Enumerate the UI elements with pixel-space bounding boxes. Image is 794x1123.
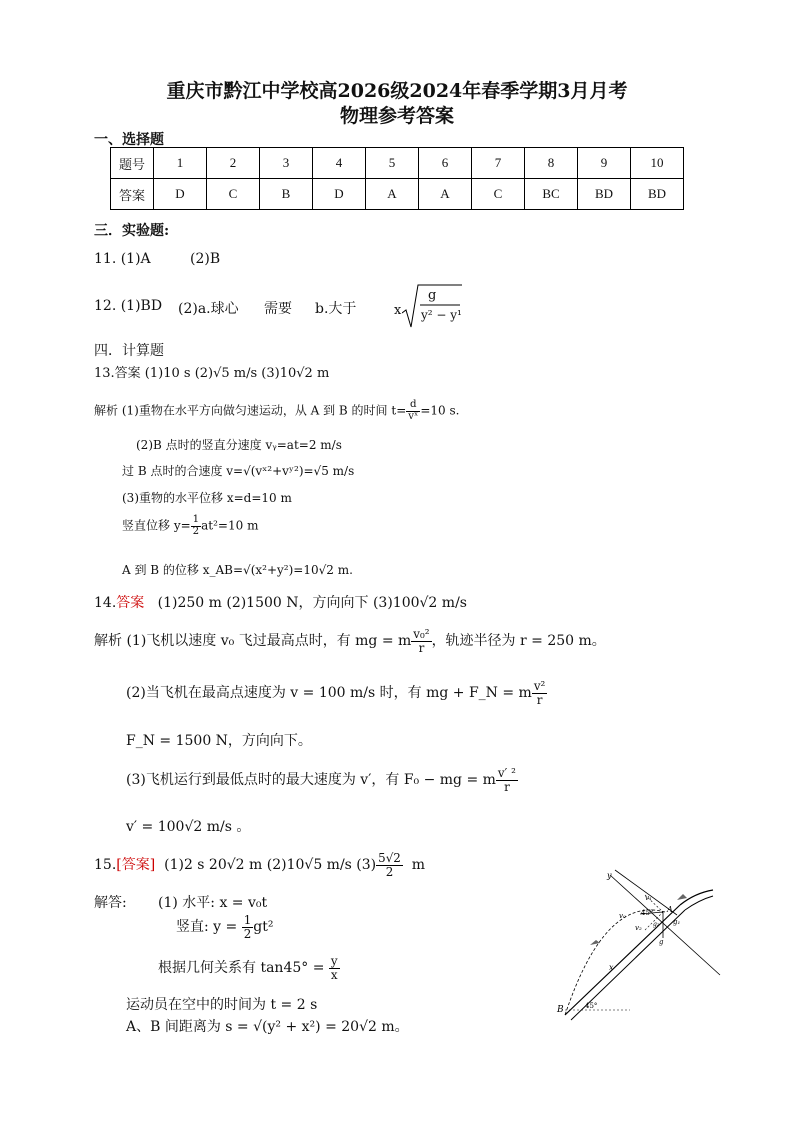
label-x: x (609, 963, 614, 972)
label-y: y (607, 871, 612, 880)
label-g1: g₁ (673, 918, 681, 926)
q13-sol1-text: 解析 (1)重物在水平方向做匀速运动，从 A 到 B 的时间 t= (94, 403, 407, 418)
q15-answer-tag: [答案] (116, 857, 156, 873)
q14-answer-tag: 答案 (116, 595, 145, 611)
q15-solution-5: A、B 间距离为 s = √(y² + x²) = 20√2 m。 (126, 1019, 409, 1035)
q12-part3: 需要 (264, 301, 292, 317)
q13-solution-1 (94, 400, 459, 422)
q11-part1: 11. (1)A (94, 251, 151, 267)
q14-solution-3: F_N = 1500 N，方向向下。 (126, 733, 312, 749)
q14-sol1-suffix: ，轨迹半径为 r = 250 m。 (431, 633, 606, 649)
q14-solution-1 (94, 628, 606, 654)
q14-sol4-text: (3)飞机运行到最低点时的最大速度为 v′，有 F₀ − mg = m (126, 772, 496, 788)
q15-sol3-text: 根据几何关系有 tan45° = (158, 960, 329, 976)
label-g: g (659, 938, 664, 946)
q15-solution-label: 解答: (94, 895, 127, 911)
fraction-numerator: y (330, 954, 338, 968)
q13-sol5-suffix: at²=10 m (201, 518, 259, 533)
label-g2: g₂ (653, 921, 660, 928)
label-angle-top: 45° (641, 909, 654, 917)
ski-jump-diagram (545, 860, 725, 1035)
table-cell: 5 (366, 148, 419, 179)
q13-solution-3: 过 B 点时的合速度 v=√(vˣ²+vʸ²)=√5 m/s (122, 464, 355, 478)
label-v1: v₁ (645, 894, 652, 902)
table-cell: C (207, 179, 260, 210)
table-cell: 2 (207, 148, 260, 179)
q13-sol5-text: 竖直位移 y= (122, 518, 191, 533)
q13-solution-5 (122, 515, 258, 537)
skier-icon (590, 940, 600, 945)
q15-solution-4: 运动员在空中的时间为 t = 2 s (126, 997, 318, 1013)
row-label: 答案 (111, 179, 154, 210)
table-cell: 1 (154, 148, 207, 179)
rotated-axis-line (610, 875, 720, 975)
q12-part2: (2)a.球心 (178, 301, 239, 317)
q13-solution-6: A 到 B 的位移 x_AB=√(x²+y²)=10√2 m. (122, 563, 353, 577)
page-title: 重庆市黔江中学校高2026级2024年春季学期3月月考 (166, 80, 628, 102)
fraction (406, 400, 420, 422)
table-cell: B (260, 179, 313, 210)
fraction-denominator: 2 (192, 525, 200, 537)
row-label: 题号 (111, 148, 154, 179)
fraction-numerator: v₀² (413, 627, 430, 641)
label-v2: v₂ (635, 924, 642, 932)
table-cell: BD (631, 179, 684, 210)
table-cell: 4 (313, 148, 366, 179)
q14-answer-line (94, 592, 467, 612)
q15-solution-2 (176, 914, 274, 940)
q15-sol2-suffix: gt² (253, 919, 274, 935)
q15-answer-line (94, 852, 425, 878)
fraction-numerator: 1 (243, 913, 252, 927)
q13-sol1-suffix: =10 s. (420, 403, 460, 418)
fraction (376, 852, 403, 878)
q14-solution-4 (126, 767, 518, 793)
trajectory (565, 910, 665, 1015)
fraction-numerator: v² (533, 679, 546, 693)
q13-solution-2: (2)B 点时的竖直分速度 vᵧ=at=2 m/s (136, 438, 342, 452)
section4-heading: 四．计算题 (94, 343, 164, 359)
answer-table (110, 147, 684, 210)
fraction-numerator: 5√2 (378, 851, 401, 865)
table-cell: D (313, 179, 366, 210)
fraction-denominator: r (418, 640, 425, 655)
skier-icon (677, 894, 687, 900)
fraction (242, 914, 254, 940)
q15-answer: (1)2 s 20√2 m (2)10√5 m/s (3) (164, 857, 377, 873)
q12-part1: 12. (1)BD (94, 298, 163, 314)
q15-answer-unit: m (411, 857, 426, 873)
fraction-denominator: 2 (385, 864, 394, 879)
fraction-denominator: 2 (243, 926, 252, 941)
q15-label: 15. (94, 857, 117, 873)
table-cell: A (366, 179, 419, 210)
page-subtitle: 物理参考答案 (339, 105, 454, 127)
table-cell: 3 (260, 148, 313, 179)
q14-solution-5: v′ = 100√2 m/s 。 (126, 819, 251, 835)
fraction-denominator: r (536, 692, 543, 707)
q13-solution-4: (3)重物的水平位移 x=d=10 m (122, 491, 292, 505)
fraction-numerator: d (406, 400, 420, 412)
fraction (329, 955, 340, 981)
formula-numerator: g (428, 288, 437, 303)
table-cell: 10 (631, 148, 684, 179)
fraction-denominator: x (330, 967, 338, 982)
section1-heading: 一、选择题 (94, 132, 164, 148)
q13-answer: 13.答案 (1)10 s (2)√5 m/s (3)10√2 m (94, 366, 330, 381)
fraction (532, 680, 547, 706)
q14-sol2-text: (2)当飞机在最高点速度为 v = 100 m/s 时，有 mg + F_N = m (126, 685, 532, 701)
q14-sol1-text: 解析 (1)飞机以速度 v₀ 飞过最高点时，有 mg = m (94, 633, 412, 649)
label-angle-bottom: 45° (585, 1002, 598, 1010)
table-cell: D (154, 179, 207, 210)
label-A: A (667, 905, 673, 914)
formula-denominator: y² − y¹ (421, 308, 462, 322)
table-cell: 7 (472, 148, 525, 179)
q14-solution-2 (126, 680, 547, 706)
fraction (191, 515, 201, 537)
q14-label: 14. (94, 595, 117, 611)
table-row-numbers (111, 148, 684, 179)
fraction-denominator: r (504, 779, 510, 794)
q14-answer: (1)250 m (2)1500 N，方向向下 (3)100√2 m/s (157, 595, 467, 611)
label-B: B (557, 1005, 564, 1015)
label-v0: v₀ (619, 912, 626, 920)
q12-part4: b.大于 (315, 301, 357, 317)
q15-solution-1: (1) 水平: x = v₀t (158, 895, 268, 911)
table-cell: C (472, 179, 525, 210)
section3-heading: 三．实验题: (94, 223, 170, 239)
fraction-numerator: v′ ² (497, 766, 516, 780)
q15-solution-3 (158, 955, 340, 981)
table-cell: 8 (525, 148, 578, 179)
table-cell: A (419, 179, 472, 210)
q11-part2: (2)B (190, 251, 221, 267)
fraction (496, 767, 518, 793)
fraction-denominator: vˣ (408, 410, 419, 422)
table-cell: BD (578, 179, 631, 210)
table-row-answers (111, 179, 684, 210)
table-cell: 9 (578, 148, 631, 179)
q15-sol2-text: 竖直: y = (176, 919, 242, 935)
table-cell: BC (525, 179, 578, 210)
fraction (411, 628, 431, 654)
table-cell: 6 (419, 148, 472, 179)
fraction-numerator: 1 (192, 514, 200, 525)
formula-x: x (394, 303, 402, 318)
